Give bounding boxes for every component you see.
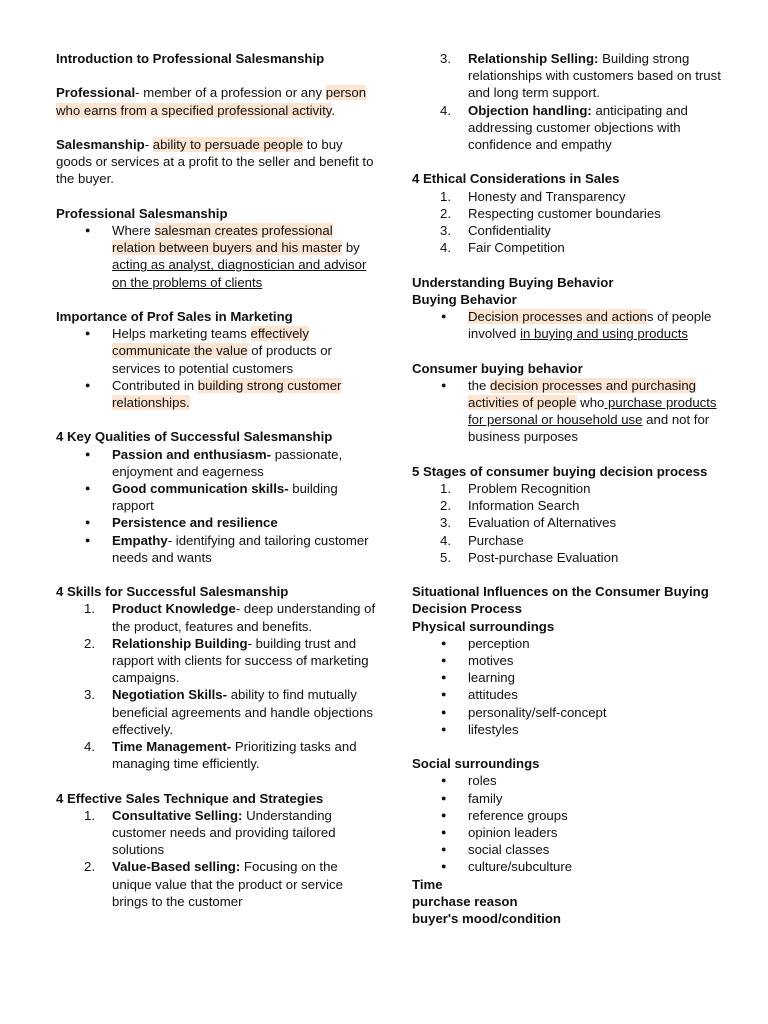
desc: passionate, enjoyment and eagerness <box>112 446 343 479</box>
doc-title: Introduction to Professional Salesmanship <box>56 51 325 66</box>
highlight: effectively communicate the value <box>112 326 309 359</box>
list-item <box>412 222 732 239</box>
professional-highlight: person who earns from a specified professional activity <box>56 85 367 118</box>
list-item: ● perception <box>412 635 732 652</box>
item-number: 3. <box>440 51 451 66</box>
item-number: 2. <box>84 635 95 651</box>
list-item <box>56 325 376 377</box>
term: Relationship Building <box>112 635 248 651</box>
item-number: 1. <box>440 188 451 204</box>
text-run: and not for business purposes <box>468 412 710 445</box>
professional-dash: - member of a profession or any <box>135 85 326 101</box>
item-text: Purchase <box>468 532 524 548</box>
list-item <box>56 222 376 291</box>
professional-term: Professional <box>56 85 136 101</box>
list-item <box>56 377 376 411</box>
underline: acting as analyst, diagnostician and advisor on the problems of clients <box>112 257 367 290</box>
item-text: Post-purchase Evaluation <box>468 549 619 565</box>
buying-list <box>412 308 732 342</box>
skills-list <box>56 600 376 772</box>
prof-sales-list <box>56 222 376 291</box>
social-list <box>412 772 732 875</box>
list-item: ● culture/subculture <box>412 858 732 875</box>
text-run: by <box>342 240 360 256</box>
item-number: 1. <box>84 807 95 823</box>
list-item <box>412 497 732 514</box>
salesmanship-highlight: ability to persuade people <box>152 136 304 152</box>
importance-list <box>56 325 376 411</box>
term: Product Knowledge <box>112 601 236 617</box>
term: Negotiation Skills- <box>112 687 228 703</box>
list-item: ● family <box>412 790 732 807</box>
text-run: Where <box>112 222 155 238</box>
list-item <box>412 549 732 566</box>
list-item <box>412 532 732 549</box>
social-heading: Social surroundings <box>412 756 540 772</box>
term: Value-Based selling: <box>112 859 241 875</box>
list-item <box>412 480 732 497</box>
term: Relationship Selling: <box>468 51 599 66</box>
item-text: Fair Competition <box>468 240 565 256</box>
right-column <box>412 50 732 927</box>
techniques-heading: 4 Effective Sales Technique and Strategies <box>56 790 324 806</box>
consumer-heading: Consumer buying behavior <box>412 360 583 376</box>
term: Time Management- <box>112 739 232 755</box>
text-run: of people involved <box>468 309 712 342</box>
item-number: 5. <box>440 549 451 565</box>
list-item <box>412 50 732 102</box>
list-item <box>56 532 376 566</box>
item-number: 1. <box>84 601 95 617</box>
salesmanship-definition <box>56 136 376 188</box>
item-text: Confidentiality <box>468 223 551 239</box>
underline: purchase products for personal or household use <box>468 395 717 428</box>
text-run: s <box>646 309 654 325</box>
list-item <box>56 635 376 687</box>
professional-definition <box>56 84 376 118</box>
highlight: salesman creates professional relation between buyers and his master <box>112 222 343 256</box>
item-number: 4. <box>440 102 451 118</box>
ethics-list <box>412 188 732 257</box>
desc: - deep understanding of the product, features and benefits. <box>112 601 376 634</box>
desc: - identifying and tailoring customer needs and wants <box>112 532 369 565</box>
list-item <box>412 308 732 342</box>
list-item <box>412 377 732 446</box>
situational-heading: Situational Influences on the Consumer Buying Decision Process <box>412 584 709 617</box>
item-number: 2. <box>84 859 95 875</box>
list-item <box>56 858 376 910</box>
item-text: Honesty and Transparency <box>468 188 626 204</box>
term: Empathy <box>112 532 168 548</box>
salesmanship-dash: - <box>144 136 153 152</box>
item-text: Evaluation of Alternatives <box>468 515 617 531</box>
item-number: 1. <box>440 481 451 497</box>
buying-heading: Understanding Buying Behavior <box>412 274 614 290</box>
left-column <box>56 50 376 910</box>
desc: anticipating and addressing customer objections with confidence and empathy <box>468 102 688 153</box>
item-number: 4. <box>440 240 451 256</box>
desc: Focusing on the unique value that the product or service brings to the customer <box>112 859 343 909</box>
desc: ability to find mutually beneficial agreements and handle objections effectively. <box>112 687 374 737</box>
ethics-heading: 4 Ethical Considerations in Sales <box>412 171 620 187</box>
item-number: 3. <box>84 687 95 703</box>
list-item <box>56 480 376 514</box>
prof-sales-heading: Professional Salesmanship <box>56 205 228 221</box>
list-item: ● attitudes <box>412 686 732 703</box>
list-item <box>56 686 376 738</box>
text-run: who <box>576 395 605 411</box>
list-item: ● reference groups <box>412 807 732 824</box>
term: Passion and enthusiasm- <box>112 446 272 462</box>
item-text: Information Search <box>468 498 580 514</box>
term: Consultative Selling: <box>112 807 243 823</box>
salesmanship-term: Salesmanship <box>56 136 145 152</box>
consumer-list <box>412 377 732 446</box>
term: Objection handling: <box>468 102 592 118</box>
highlight: decision processes and purchasing activities of people <box>468 377 696 411</box>
item-text: Respecting customer boundaries <box>468 205 661 221</box>
professional-end: . <box>331 102 336 118</box>
importance-heading: Importance of Prof Sales in Marketing <box>56 308 293 324</box>
salesmanship-end: to buy goods or services at a profit to the seller and benefit to the buyer. <box>56 136 374 187</box>
text-run: Helps marketing teams <box>112 326 251 342</box>
list-item <box>412 514 732 531</box>
desc: Prioritizing tasks and managing time efficiently. <box>112 739 357 772</box>
list-item <box>412 239 732 256</box>
list-item <box>56 600 376 634</box>
techniques-list <box>56 807 376 910</box>
buyer-mood-heading: buyer's mood/condition <box>412 911 561 927</box>
item-text: Problem Recognition <box>468 481 591 497</box>
text-run: of products or services to potential customers <box>112 343 332 376</box>
list-item: ● learning <box>412 669 732 686</box>
list-item <box>412 102 732 154</box>
item-number: 4. <box>440 532 451 548</box>
qualities-list <box>56 446 376 566</box>
text-run: the <box>468 377 490 393</box>
list-item: ● opinion leaders <box>412 824 732 841</box>
desc: building rapport <box>112 481 338 514</box>
list-item: ● roles <box>412 772 732 789</box>
time-heading: Time <box>412 876 443 892</box>
list-item <box>56 738 376 772</box>
item-number: 3. <box>440 515 451 531</box>
list-item <box>56 514 376 531</box>
list-item: ● personality/self-concept <box>412 704 732 721</box>
stages-heading: 5 Stages of consumer buying decision process <box>412 463 708 479</box>
item-number: 2. <box>440 205 451 221</box>
list-item <box>412 188 732 205</box>
underline: in buying and using products <box>520 326 688 342</box>
buying-subheading: Buying Behavior <box>412 291 517 307</box>
term: Persistence and resilience <box>112 515 278 531</box>
desc: Building strong relationships with customers based on trust and long term support. <box>468 51 721 101</box>
list-item: ● lifestyles <box>412 721 732 738</box>
list-item <box>412 205 732 222</box>
list-item: ● social classes <box>412 841 732 858</box>
physical-heading: Physical surroundings <box>412 618 555 634</box>
highlight: Decision processes and action <box>468 309 647 325</box>
qualities-heading: 4 Key Qualities of Successful Salesmanship <box>56 429 333 445</box>
purchase-reason-heading: purchase reason <box>412 893 518 909</box>
item-number: 2. <box>440 498 451 514</box>
desc: Understanding customer needs and providing tailored solutions <box>112 807 336 858</box>
list-item <box>56 446 376 480</box>
list-item <box>56 807 376 859</box>
techniques-list-continued <box>412 50 732 153</box>
physical-list <box>412 635 732 738</box>
list-item: ● motives <box>412 652 732 669</box>
item-number: 3. <box>440 223 451 239</box>
term: Good communication skills- <box>112 481 289 496</box>
stages-list <box>412 480 732 566</box>
text-run: Contributed in <box>112 377 198 393</box>
item-number: 4. <box>84 739 95 755</box>
skills-heading: 4 Skills for Successful Salesmanship <box>56 584 289 600</box>
desc: - building trust and rapport with clients for success of marketing campaigns. <box>112 635 369 686</box>
highlight: building strong customer relationships. <box>112 377 342 410</box>
